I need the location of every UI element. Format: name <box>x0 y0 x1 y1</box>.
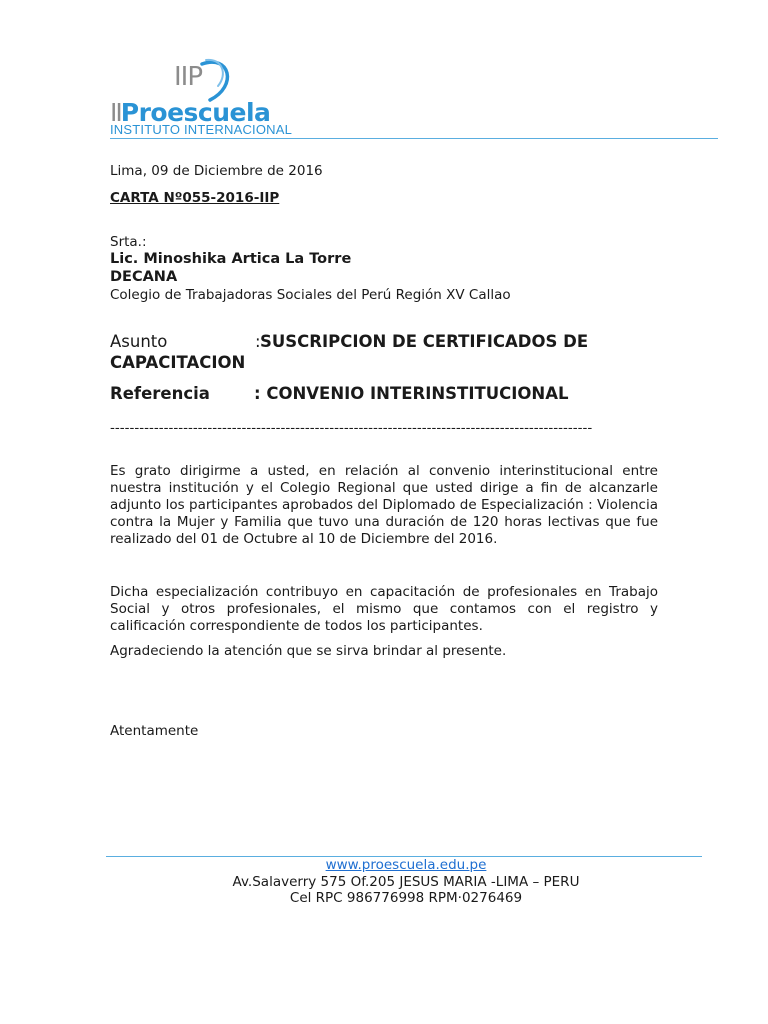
body-paragraph-2: Dicha especialización contribuyo en capacitación de profesionales en Trabajo Social y otros profesionales, el mismo que contamos con el registro y calificación correspondiente de todos los participantes. <box>110 584 658 634</box>
reference-value: : CONVENIO INTERINSTITUCIONAL <box>254 384 569 403</box>
logo <box>110 56 270 126</box>
header-rule <box>110 138 718 139</box>
body-paragraph-1: Es grato dirigirme a usted, en relación al convenio interinstitucional entre nuestra institución y el Colegio Regional que usted dirige a fin de alcanzarle adjunto los participantes aprobados del Diplomado de Especialización : Violencia contra la Mujer y Familia que tuvo una duración de 120 horas lectivas que fue realizado del 01 de Octubre al 10 de Diciembre del 2016. <box>110 463 658 547</box>
subject-colon: : <box>255 332 261 351</box>
footer-address: Av.Salaverry 575 Of.205 JESUS MARIA -LIMA – PERU <box>232 874 580 890</box>
letterhead-subtitle: INSTITUTO INTERNACIONAL <box>110 122 293 137</box>
reference-label: Referencia <box>110 384 210 403</box>
logo-prefix: II <box>110 98 121 127</box>
recipient-name: Lic. Minoshika Artica La Torre <box>110 251 352 267</box>
salutation: Srta.: <box>110 234 147 250</box>
footer-phone: Cel RPC 986776998 RPM·0276469 <box>289 890 523 906</box>
subject-label: Asunto <box>110 332 168 351</box>
recipient-title: DECANA <box>110 269 178 285</box>
letter-reference-number: CARTA Nº055-2016-IIP <box>110 190 280 206</box>
logo-initials: IIP <box>174 62 203 92</box>
footer-website-row <box>110 857 702 874</box>
separator-line: --------------------------------------------------------------------------------------------------- <box>110 420 593 436</box>
logo-brand: Proescuela <box>120 98 271 127</box>
letter-date: Lima, 09 de Diciembre de 2016 <box>110 163 323 179</box>
recipient-org: Colegio de Trabajadoras Sociales del Perú Región XV Callao <box>110 287 511 303</box>
closing: Atentamente <box>110 723 199 739</box>
body-paragraph-3: Agradeciendo la atención que se sirva brindar al presente. <box>110 643 507 659</box>
footer-website-link[interactable]: www.proescuela.edu.pe <box>325 857 487 873</box>
subject-line-1: SUSCRIPCION DE CERTIFICADOS DE <box>260 332 589 351</box>
subject-line-2: CAPACITACION <box>110 353 246 372</box>
